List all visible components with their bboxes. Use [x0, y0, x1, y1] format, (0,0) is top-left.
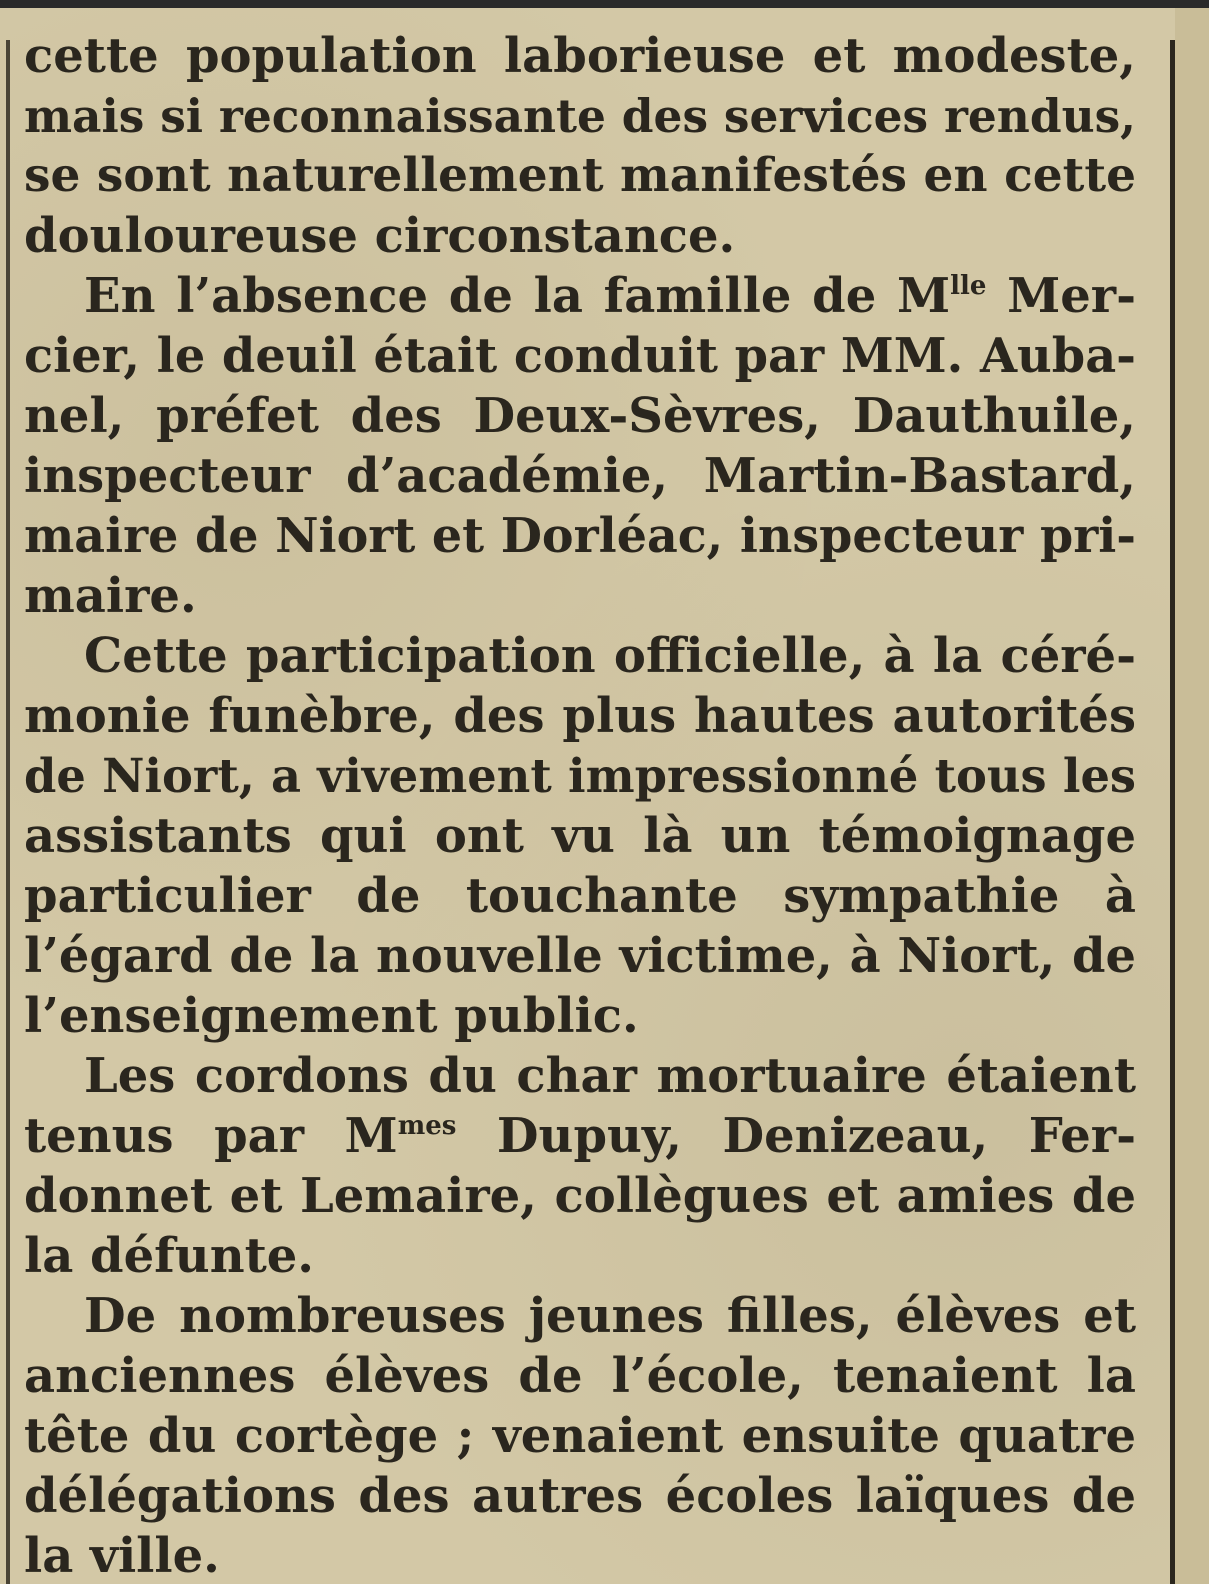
text-line: [24, 206, 1136, 266]
text-segment: Mer-: [986, 268, 1136, 324]
text-line: [24, 926, 1136, 986]
text-segment: délégations des autres écoles laïques de: [24, 1468, 1136, 1524]
text-segment: Dupuy, Denizeau, Fer-: [456, 1108, 1136, 1164]
text-line: [24, 1346, 1136, 1406]
text-line: [24, 1526, 1136, 1584]
text-segment: cier, le deuil était conduit par MM. Auba-: [24, 328, 1136, 384]
text-line: [24, 1226, 1136, 1286]
text-line: [24, 326, 1136, 386]
text-line: [24, 1046, 1136, 1106]
text-segment: Cette participation officielle, à la céré-: [84, 628, 1136, 684]
text-segment: donnet et Lemaire, collègues et amies de: [24, 1168, 1136, 1224]
text-line: [24, 566, 1136, 626]
right-margin: [1175, 8, 1209, 1584]
text-segment: monie funèbre, des plus hautes autorités: [24, 688, 1136, 744]
superscript: lle: [950, 271, 987, 301]
text-segment: se sont naturellement manifestés en cette: [24, 148, 1136, 203]
text-segment: maire de Niort et Dorléac, inspecteur pri-: [24, 508, 1136, 564]
text-segment: tête du cortège ; venaient ensuite quatre: [24, 1408, 1136, 1464]
text-line: [24, 146, 1136, 206]
text-segment: De nombreuses jeunes filles, élèves et: [84, 1288, 1136, 1344]
superscript: mes: [397, 1111, 457, 1141]
text-line: [24, 1166, 1136, 1226]
text-line: [24, 266, 1136, 326]
text-line: [24, 626, 1136, 686]
text-segment: assistants qui ont vu là un témoignage: [24, 808, 1136, 864]
text-line: [24, 26, 1136, 86]
text-segment: l’égard de la nouvelle victime, à Niort, de: [24, 928, 1136, 984]
text-segment: mais si reconnaissante des services rendus,: [24, 89, 1136, 143]
text-segment: douloureuse circonstance.: [24, 208, 736, 264]
text-segment: En l’absence de la famille de M: [84, 268, 951, 324]
text-line: [24, 686, 1136, 746]
text-line: [24, 986, 1136, 1046]
text-segment: Les cordons du char mortuaire étaient: [84, 1048, 1136, 1104]
text-line: [24, 386, 1136, 446]
text-segment: anciennes élèves de l’école, tenaient la: [24, 1348, 1136, 1404]
text-segment: particulier de touchante sympathie à: [24, 868, 1136, 924]
text-line: [24, 1106, 1136, 1166]
text-segment: la défunte.: [24, 1228, 315, 1284]
paragraph: [24, 626, 1136, 1046]
text-segment: la ville.: [24, 1528, 220, 1584]
text-line: [24, 446, 1136, 506]
paragraph: [24, 1046, 1136, 1286]
text-segment: inspecteur d’académie, Martin-Bastard,: [24, 448, 1136, 504]
text-segment: nel, préfet des Deux-Sèvres, Dauthuile,: [24, 388, 1136, 444]
text-line: [24, 806, 1136, 866]
paragraph: [24, 266, 1136, 626]
text-line: [24, 1466, 1136, 1526]
text-segment: cette population laborieuse et modeste,: [24, 28, 1136, 84]
text-line: [24, 86, 1136, 146]
text-line: [24, 1286, 1136, 1346]
text-segment: de Niort, a vivement impressionné tous les: [24, 748, 1136, 803]
text-segment: l’enseignement public.: [24, 988, 639, 1044]
text-line: [24, 746, 1136, 806]
left-column-rule: [6, 40, 10, 1584]
paragraph: [24, 1286, 1136, 1584]
scan-top-edge: [0, 0, 1209, 8]
paragraph: [24, 26, 1136, 266]
text-segment: tenus par M: [24, 1108, 398, 1164]
text-line: [24, 1406, 1136, 1466]
article-column: [24, 26, 1136, 1584]
text-segment: maire.: [24, 568, 197, 624]
text-line: [24, 866, 1136, 926]
text-line: [24, 506, 1136, 566]
